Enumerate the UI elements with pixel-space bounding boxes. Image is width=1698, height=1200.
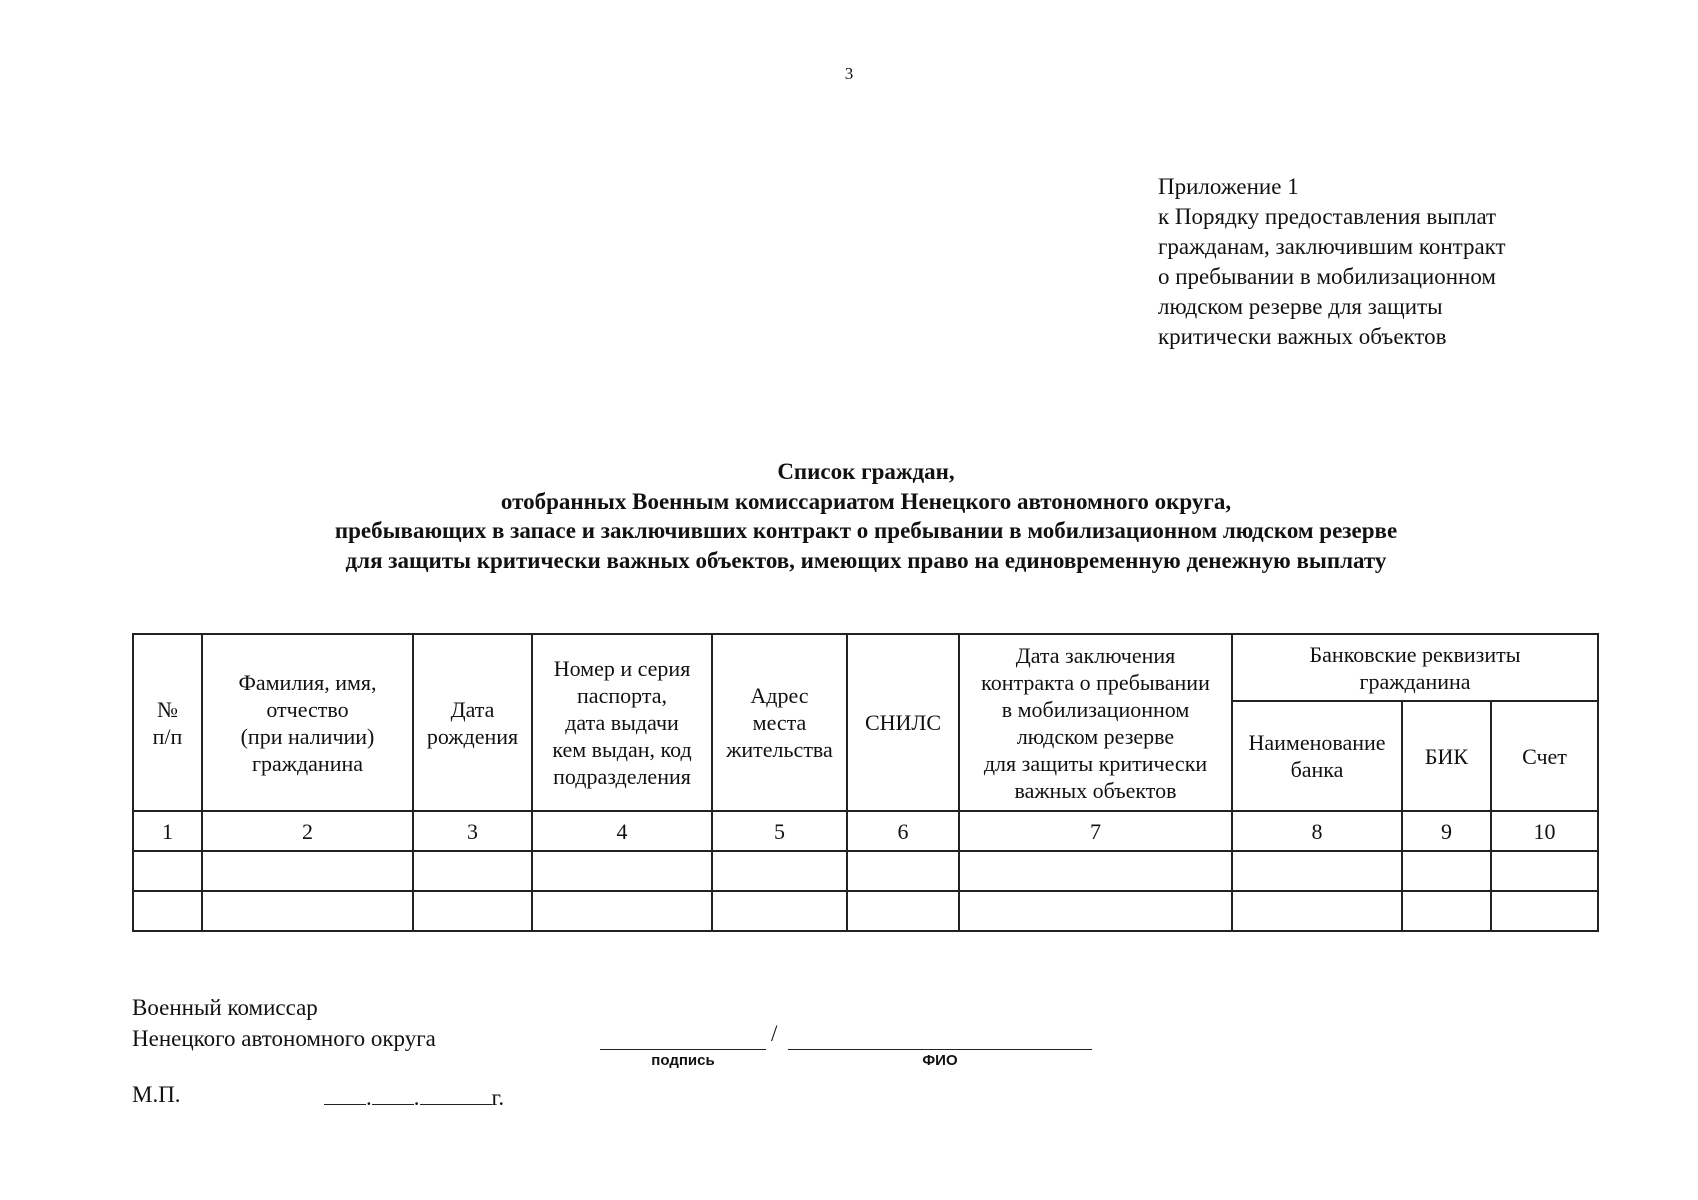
empty-cell [532, 851, 712, 891]
annex-line: гражданам, заключившим контракт [1158, 234, 1506, 259]
empty-cell [1402, 851, 1491, 891]
header-address: Адрес места жительства [712, 634, 847, 811]
column-number: 3 [413, 811, 532, 851]
empty-cell [1491, 891, 1598, 931]
table-row [133, 891, 1598, 931]
title-line: для защиты критически важных объектов, имеющих право на единовременную денежную выплату [345, 547, 1387, 573]
column-number: 6 [847, 811, 959, 851]
header-snils: СНИЛС [847, 634, 959, 811]
header-bank-group: Банковские реквизиты гражданина [1232, 634, 1598, 701]
header-bank-name: Наименование банка [1232, 701, 1402, 811]
column-number-row [133, 811, 1598, 851]
title-line: пребывающих в запасе и заключивших контракт о пребывании в мобилизационном людском резерве [334, 518, 1398, 543]
annex-line: о пребывании в мобилизационном [1158, 264, 1496, 289]
date-separator: . [413, 1085, 420, 1110]
page-number: 3 [844, 64, 854, 83]
column-number: 2 [202, 811, 413, 851]
empty-cell [202, 891, 413, 931]
name-caption: ФИО [922, 1052, 958, 1069]
month-blank [372, 1082, 414, 1105]
column-number: 4 [532, 811, 712, 851]
annex-line: людском резерве для защиты [1158, 294, 1443, 319]
header-bik: БИК [1402, 701, 1491, 811]
year-blank [420, 1082, 492, 1105]
empty-cell [413, 851, 532, 891]
empty-cell [847, 891, 959, 931]
header-account: Счет [1491, 701, 1598, 811]
year-suffix: г. [491, 1085, 505, 1110]
header-row [133, 634, 1598, 701]
empty-cell [847, 851, 959, 891]
citizens-table [132, 633, 1599, 932]
name-line [788, 1049, 1092, 1050]
signature-caption: подпись [651, 1052, 715, 1069]
date-field [324, 1082, 504, 1111]
day-blank [324, 1082, 366, 1105]
header-num: № п/п [133, 634, 202, 811]
column-number: 7 [959, 811, 1232, 851]
column-number: 5 [712, 811, 847, 851]
header-birth-date: Дата рождения [413, 634, 532, 811]
empty-cell [1402, 891, 1491, 931]
column-number: 1 [133, 811, 202, 851]
signature-separator: / [771, 1021, 778, 1046]
empty-cell [1232, 851, 1402, 891]
signer-title: Военный комиссар [132, 995, 318, 1020]
empty-cell [1232, 891, 1402, 931]
annex-line: критически важных объектов [1158, 324, 1447, 349]
empty-cell [532, 891, 712, 931]
document-title [130, 457, 1602, 575]
column-number: 8 [1232, 811, 1402, 851]
empty-cell [959, 851, 1232, 891]
signature-line [600, 1049, 766, 1050]
column-number: 9 [1402, 811, 1491, 851]
column-number: 10 [1491, 811, 1598, 851]
empty-cell [712, 891, 847, 931]
signer-block [132, 992, 436, 1054]
header-fio: Фамилия, имя, отчество (при наличии) гражданина [202, 634, 413, 811]
empty-cell [959, 891, 1232, 931]
empty-cell [133, 851, 202, 891]
empty-cell [133, 891, 202, 931]
annex-line: к Порядку предоставления выплат [1158, 204, 1497, 229]
header-passport: Номер и серия паспорта, дата выдачи кем выдан, код подразделения [532, 634, 712, 811]
stamp-label: М.П. [132, 1082, 181, 1107]
empty-cell [1491, 851, 1598, 891]
date-separator: . [366, 1085, 372, 1110]
annex-reference [1158, 172, 1588, 352]
empty-cell [413, 891, 532, 931]
header-contract-date: Дата заключения контракта о пребывании в мобилизационном людском резерве для защиты критически важных объектов [959, 634, 1232, 811]
title-line: Список граждан, [777, 459, 955, 484]
signer-organization: Ненецкого автономного округа [132, 1026, 436, 1051]
title-line: отобранных Военным комиссариатом Ненецкого автономного округа, [500, 488, 1232, 514]
annex-line: Приложение 1 [1158, 174, 1299, 199]
table-row [133, 851, 1598, 891]
empty-cell [202, 851, 413, 891]
empty-cell [712, 851, 847, 891]
